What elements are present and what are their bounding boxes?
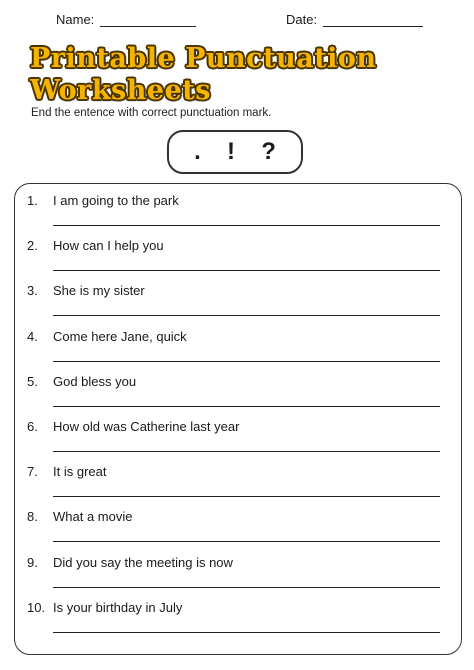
question-text: What a movie	[53, 509, 133, 525]
question-text: It is great	[53, 464, 107, 480]
answer-line[interactable]	[53, 451, 440, 452]
question-number: 7.	[27, 464, 38, 480]
question-text: I am going to the park	[53, 193, 179, 208]
answer-line[interactable]	[53, 632, 440, 633]
answer-line[interactable]	[53, 315, 440, 316]
question-number: 10.	[27, 599, 46, 615]
answer-line[interactable]	[53, 270, 440, 271]
question-number: 6.	[27, 419, 38, 434]
question-number: 8.	[27, 509, 38, 525]
period-mark: .	[194, 138, 201, 165]
question-number: 2.	[27, 238, 38, 254]
question-number: 3.	[27, 283, 38, 299]
page-title-line-2: Worksheets	[30, 75, 211, 106]
date-label: Date:	[286, 12, 318, 27]
question-item	[15, 193, 461, 238]
question-text: God bless you	[53, 373, 137, 389]
question-mark: ?	[261, 138, 276, 165]
answer-line[interactable]	[53, 496, 440, 497]
question-item	[15, 555, 461, 600]
question-item	[15, 464, 461, 509]
question-text: She is my sister	[53, 283, 145, 299]
answer-line[interactable]	[53, 406, 440, 407]
question-item	[15, 329, 461, 374]
answer-line[interactable]	[53, 225, 440, 226]
punctuation-marks-box	[167, 130, 303, 174]
questions-list	[14, 183, 462, 655]
question-item	[15, 283, 461, 328]
name-field[interactable]	[56, 12, 196, 27]
exclamation-mark: !	[227, 138, 235, 165]
instruction-text: End the entence with correct punctuation mark.	[31, 107, 272, 119]
answer-line[interactable]	[53, 541, 440, 542]
question-item	[15, 600, 461, 645]
question-text: Did you say the meeting is now	[53, 554, 233, 570]
name-label: Name:	[56, 12, 95, 27]
question-text: Is your birthday in July	[53, 599, 183, 615]
header-row	[0, 12, 474, 32]
question-number: 9.	[27, 554, 38, 570]
question-item	[15, 374, 461, 419]
question-item	[15, 509, 461, 554]
name-blank-line[interactable]	[100, 12, 196, 27]
question-number: 5.	[27, 373, 38, 389]
answer-line[interactable]	[53, 587, 440, 588]
question-item	[15, 419, 461, 464]
question-text: Come here Jane, quick	[53, 328, 187, 344]
date-blank-line[interactable]	[323, 12, 423, 27]
question-text: How can I help you	[53, 238, 164, 254]
question-text: How old was Catherine last year	[53, 419, 240, 434]
date-field[interactable]	[286, 12, 423, 27]
question-number: 1.	[27, 193, 38, 208]
page-title-line-1: Printable Punctuation	[30, 43, 377, 74]
answer-line[interactable]	[53, 361, 440, 362]
question-item	[15, 238, 461, 283]
question-number: 4.	[27, 328, 38, 344]
